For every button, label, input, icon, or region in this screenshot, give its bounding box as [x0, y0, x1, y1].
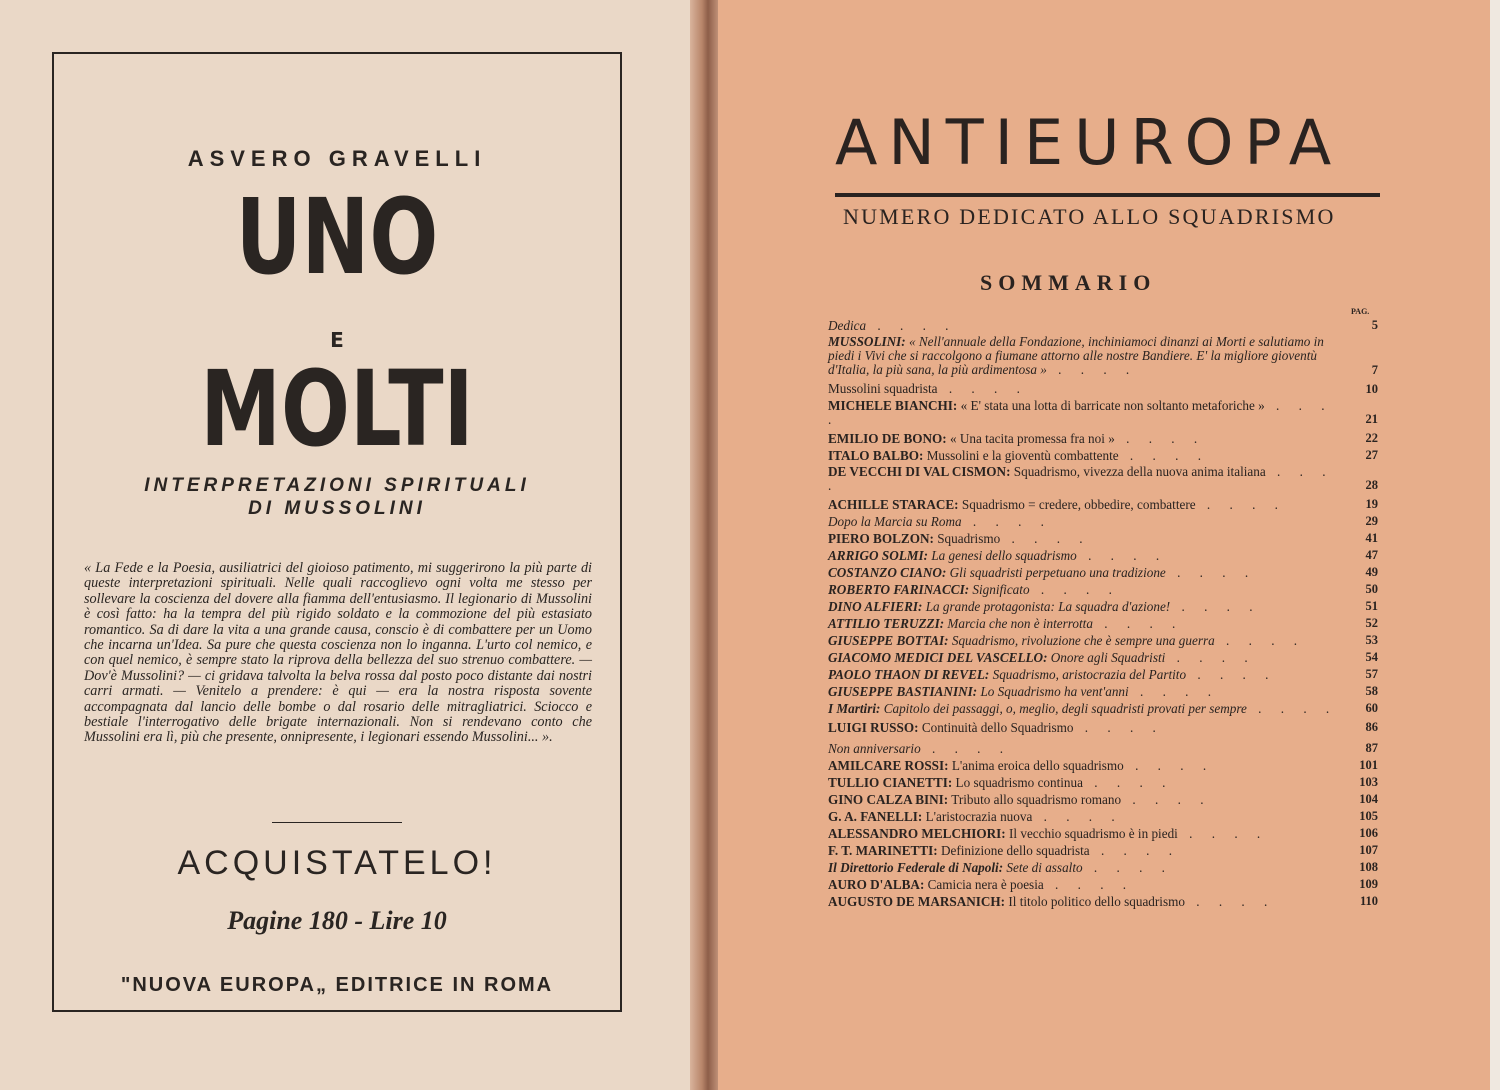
toc-entry: [828, 318, 1378, 333]
toc-title: Squadrismo, aristocrazia del Partito: [992, 667, 1187, 683]
toc-title: Sete di assalto: [1006, 860, 1083, 876]
toc-author: I Martiri:: [828, 701, 881, 717]
toc-page-number: 5: [1371, 318, 1378, 332]
toc-entry-text: [828, 668, 1344, 682]
toc-entry: [828, 826, 1378, 841]
toc-leader-dots: . . . .: [920, 741, 1012, 757]
toc-leader-dots: . . . .: [866, 317, 957, 333]
toc-title: Lo Squadrismo ha vent'anni: [980, 684, 1129, 700]
toc-entry: [828, 335, 1378, 378]
toc-page-number: 28: [1365, 478, 1378, 493]
toc-entry-text: [828, 549, 1344, 563]
toc-leader-dots: . . . .: [1123, 758, 1215, 774]
toc-entry-text: [828, 878, 1344, 892]
toc-leader-dots: . . . .: [1082, 860, 1173, 876]
toc-leader-dots: . . . .: [961, 514, 1052, 530]
toc-author: MICHELE BIANCHI:: [828, 397, 958, 413]
toc-page-number: 53: [1365, 633, 1378, 648]
page-column-label: PAG.: [1351, 307, 1370, 316]
toc-entry-text: [828, 685, 1344, 699]
toc-entry-text: [828, 449, 1344, 463]
toc-page-number: 41: [1365, 531, 1378, 546]
toc-title: La grande protagonista: La squadra d'azione!: [925, 599, 1171, 615]
ad-author: ASVERO GRAVELLI: [187, 146, 487, 171]
toc-page-number: 86: [1365, 720, 1378, 735]
toc-entry: [828, 599, 1378, 614]
toc-author: AURO D'ALBA:: [828, 877, 925, 893]
toc-author: G. A. FANELLI:: [828, 809, 923, 825]
toc-title: Squadrismo = credere, obbedire, combattere: [961, 497, 1196, 513]
ad-quote: « La Fede e la Poesia, ausiliatrici del gioioso patimento, mi suggerirono la più parte di queste interpretazioni spirituali. Nelle quali raccoglievo ogni volta me stesso per sollevare la coscienza del dovere alla fiamma dell'entusiasmo. Il legionario di Mussolini è così fatto: ha la tempra del più rigido soldato e la commozione del più estasiato romantico. Sa di dare la vita a una grande causa, conscio è di combattere per un Uomo che incarna un'Idea. Sa pure che questa coscienza non lo inganna. L'urto col nemico, e con quel nemico, è sempre stato la riprova della bellezza del suo strenuo combattere. — Dov'è Mussolini? — ci gridava talvolta la belva rossa dal posto poco distante dai nostri carri armati. — Venitelo a prendere: è qui — era la nostra risposta sovente accompagnata dal lancio delle bombe o dal rosario delle mitragliatrici. Sciocco e bestiale l'interrogativo delle brigate internazionali. Non si rendevano conto che Mussolini era lì, più che presente, onnipresente, i legionari essendo Mussolini... ».: [84, 560, 592, 746]
toc-author: AMILCARE ROSSI:: [828, 758, 949, 774]
toc-entry: [828, 399, 1378, 427]
toc-leader-dots: . . . .: [1089, 843, 1181, 859]
toc-author: ARRIGO SOLMI:: [828, 548, 929, 564]
toc-author: PAOLO THAON DI REVEL:: [828, 667, 990, 683]
toc-entry-text: [828, 465, 1344, 493]
toc-entry: [828, 684, 1378, 699]
toc-entry-text: [828, 827, 1344, 841]
toc-leader-dots: . . . .: [1165, 650, 1256, 666]
toc-title: Dedica: [828, 317, 867, 333]
toc-leader-dots: . . . .: [1043, 877, 1135, 893]
toc-entry-text: [828, 702, 1344, 716]
toc-page-number: 58: [1365, 684, 1378, 699]
toc-author: AUGUSTO DE MARSANICH:: [828, 894, 1006, 910]
toc-page-number: 52: [1365, 616, 1378, 631]
toc-entry: [828, 741, 1378, 756]
toc-entry-text: [828, 515, 1344, 529]
toc-title: Onore agli Squadristi: [1050, 650, 1166, 666]
toc-entry-text: [828, 498, 1344, 512]
toc-entry: [828, 720, 1378, 735]
toc-leader-dots: . . . .: [1195, 497, 1286, 513]
toc-leader-dots: . . . .: [1184, 894, 1276, 910]
toc-entry-text: [828, 399, 1344, 427]
toc-title: Dopo la Marcia su Roma: [828, 514, 962, 530]
toc-author: DE VECCHI DI VAL CISMON:: [828, 464, 1011, 480]
ad-call-to-action: ACQUISTATELO!: [177, 844, 497, 882]
toc-leader-dots: . . . .: [1128, 684, 1220, 700]
toc-page-number: 19: [1365, 497, 1378, 512]
toc-entry: [828, 809, 1378, 824]
toc-page-number: 107: [1359, 843, 1378, 858]
toc-entry: [828, 582, 1378, 597]
issue-dedication: NUMERO DEDICATO ALLO SQUADRISMO: [843, 204, 1336, 229]
toc-page-number: 108: [1359, 860, 1378, 875]
toc-entry-text: [828, 759, 1344, 773]
toc-title: Squadrismo, vivezza della nuova anima italiana: [1013, 464, 1266, 480]
toc-title: Non anniversario: [828, 741, 921, 757]
toc-author: GIUSEPPE BOTTAI:: [828, 633, 949, 649]
toc-entry: [828, 667, 1378, 682]
toc-leader-dots: . . . .: [1214, 633, 1306, 649]
toc-page-number: 51: [1365, 599, 1378, 614]
toc-entry-text: [828, 793, 1344, 807]
toc-entry: [828, 843, 1378, 858]
toc-entry-text: [828, 721, 1344, 735]
toc-leader-dots: . . . .: [1073, 720, 1164, 736]
toc-leader-dots: . . . .: [1046, 362, 1138, 378]
toc-entry-text: [828, 532, 1344, 546]
toc-page-number: 22: [1365, 431, 1378, 446]
toc-entry-text: [828, 844, 1344, 858]
toc-title: Gli squadristi perpetuano una tradizione: [949, 565, 1166, 581]
toc-title: Marcia che non è interrotta: [947, 616, 1093, 632]
toc-leader-dots: . . . .: [937, 381, 1028, 397]
toc-entry: [828, 465, 1378, 493]
toc-title: Significato: [972, 582, 1030, 598]
toc-leader-dots: . . . .: [1118, 447, 1209, 463]
toc-page-number: 29: [1365, 514, 1378, 529]
toc-leader-dots: . . . .: [828, 464, 1334, 494]
ad-subtitle: [54, 474, 620, 520]
toc-entry-text: [828, 634, 1344, 648]
toc-title: Lo squadrismo continua: [955, 775, 1083, 791]
toc-entry: [828, 758, 1378, 773]
toc-entry: [828, 616, 1378, 631]
toc-title: Mussolini e la gioventù combattente: [926, 447, 1119, 463]
toc-entry-text: [828, 776, 1344, 790]
masthead-rule: [835, 193, 1380, 197]
toc-title: « E' stata una lotta di barricate non soltanto metaforiche »: [960, 397, 1265, 413]
toc-entry-text: [828, 583, 1344, 597]
toc-author: Il Direttorio Federale di Napoli:: [828, 860, 1004, 876]
toc-entry: [828, 650, 1378, 665]
toc-author: TULLIO CIANETTI:: [828, 775, 953, 791]
toc-entry: [828, 877, 1378, 892]
toc-page-number: 110: [1359, 894, 1378, 909]
toc-entry-text: [828, 382, 1344, 396]
toc-title: Capitolo dei passaggi, o, meglio, degli squadristi provati per sempre: [883, 701, 1247, 717]
toc-author: GINO CALZA BINI:: [828, 792, 949, 808]
toc-leader-dots: . . . .: [1076, 548, 1168, 564]
toc-entry: [828, 548, 1378, 563]
toc-entry: [828, 792, 1378, 807]
toc-page-number: 106: [1359, 826, 1378, 841]
toc-entry: [828, 775, 1378, 790]
toc-title: Il vecchio squadrismo è in piedi: [1009, 826, 1178, 842]
toc-title: Continuità dello Squadrismo: [921, 720, 1074, 736]
toc-author: ACHILLE STARACE:: [828, 497, 959, 513]
toc-entry: [828, 531, 1378, 546]
toc-page-number: 87: [1365, 741, 1378, 756]
book-gutter: [690, 0, 720, 1090]
toc-author: COSTANZO CIANO:: [828, 565, 947, 581]
toc-page-number: 103: [1359, 775, 1378, 790]
toc-title: Squadrismo, rivoluzione che è sempre una guerra: [951, 633, 1215, 649]
ad-publisher: "NUOVA EUROPA„ EDITRICE IN ROMA: [120, 974, 554, 996]
toc-page-number: 10: [1365, 381, 1378, 396]
toc-leader-dots: . . . .: [1121, 792, 1212, 808]
toc-author: PIERO BOLZON:: [828, 531, 934, 547]
toc-entry: [828, 633, 1378, 648]
magazine-masthead: ANTIEUROPA: [835, 106, 1343, 179]
toc-entry-text: [828, 810, 1344, 824]
toc-entry-text: [828, 742, 1344, 756]
toc-entry-text: [828, 319, 1344, 333]
toc-page-number: 50: [1365, 582, 1378, 597]
toc-entry-text: [828, 617, 1344, 631]
toc-entry: [828, 701, 1378, 716]
toc-page-number: 7: [1371, 362, 1378, 377]
toc-entry-text: [828, 600, 1344, 614]
ad-title-e: E: [330, 328, 344, 352]
toc-title: L'aristocrazia nuova: [925, 809, 1033, 825]
toc-page-number: 54: [1365, 650, 1378, 665]
toc-leader-dots: . . . .: [1082, 775, 1174, 791]
toc-title: Camicia nera è poesia: [927, 877, 1044, 893]
ad-subtitle-line2: DI MUSSOLINI: [248, 498, 426, 519]
toc-leader-dots: . . . .: [1246, 701, 1338, 717]
ad-subtitle-line1: INTERPRETAZIONI SPIRITUALI: [144, 475, 530, 496]
toc-leader-dots: . . . .: [1029, 582, 1120, 598]
toc-page-number: 104: [1359, 792, 1378, 807]
toc-title: La genesi dello squadrismo: [931, 548, 1077, 564]
ad-title-uno: UNO: [235, 176, 439, 298]
toc-entry: [828, 860, 1378, 875]
toc-page-number: 57: [1365, 667, 1378, 682]
toc-leader-dots: . . . .: [828, 397, 1333, 427]
toc-entry: [828, 894, 1378, 909]
toc-page-number: 60: [1365, 701, 1378, 716]
toc-entry: [828, 497, 1378, 512]
toc-entry: [828, 431, 1378, 446]
toc-entry-text: [828, 895, 1344, 909]
toc-author: ROBERTO FARINACCI:: [828, 582, 970, 598]
toc-title: Mussolini squadrista: [828, 381, 938, 397]
toc-author: DINO ALFIERI:: [828, 599, 923, 615]
toc-title: Il titolo politico dello squadrismo: [1008, 894, 1185, 910]
toc-page-number: 109: [1359, 877, 1378, 892]
toc-author: ALESSANDRO MELCHIORI:: [828, 826, 1006, 842]
toc-leader-dots: . . . .: [1165, 565, 1257, 581]
toc-entry-text: [828, 861, 1344, 875]
toc-page-number: 49: [1365, 565, 1378, 580]
toc-page-number: 21: [1365, 412, 1378, 427]
toc-entry-text: [828, 566, 1344, 580]
toc-page-number: 101: [1359, 758, 1378, 773]
toc-author: GIACOMO MEDICI DEL VASCELLO:: [828, 650, 1048, 666]
toc-leader-dots: . . . .: [1032, 809, 1123, 825]
toc-leader-dots: . . . .: [1114, 430, 1206, 446]
toc-leader-dots: . . . .: [1177, 826, 1269, 842]
toc-page-number: 105: [1359, 809, 1378, 824]
toc-entry: [828, 514, 1378, 529]
left-page: [0, 0, 700, 1090]
toc-entry-text: [828, 651, 1344, 665]
toc-title: Definizione dello squadrista: [940, 843, 1090, 859]
toc-author: GIUSEPPE BASTIANINI:: [828, 684, 978, 700]
toc-leader-dots: . . . .: [1092, 616, 1184, 632]
ad-divider: [272, 822, 402, 823]
toc-entry: [828, 448, 1378, 463]
table-of-contents: [828, 318, 1378, 911]
toc-author: ATTILIO TERUZZI:: [828, 616, 945, 632]
ad-title-molti: MOLTI: [200, 348, 474, 470]
toc-title: Squadrismo: [937, 531, 1001, 547]
toc-title: L'anima eroica dello squadrismo: [951, 758, 1124, 774]
toc-leader-dots: . . . .: [1186, 667, 1277, 683]
toc-author: F. T. MARINETTI:: [828, 843, 938, 859]
toc-author: EMILIO DE BONO:: [828, 430, 947, 446]
toc-title: Tributo allo squadrismo romano: [951, 792, 1122, 808]
advertisement-frame: [52, 52, 622, 1012]
toc-title: « Nell'annuale della Fondazione, inchiniamoci dinanzi ai Morti e salutiamo in piedi i Vivi che si raccolgono a fiumane attorno alle nostre Bandiere. E' la migliore gioventù d'Italia, la più sana, la più ardimentosa »: [828, 334, 1324, 378]
toc-leader-dots: . . . .: [1000, 531, 1091, 547]
toc-entry-text: [828, 432, 1344, 446]
toc-leader-dots: . . . .: [1170, 599, 1261, 615]
toc-entry-text: [828, 335, 1344, 378]
toc-entry: [828, 382, 1378, 397]
toc-author: MUSSOLINI:: [828, 334, 906, 349]
toc-entry: [828, 565, 1378, 580]
ad-price: Pagine 180 - Lire 10: [227, 906, 447, 935]
toc-page-number: 47: [1365, 548, 1378, 563]
toc-page-number: 27: [1365, 448, 1378, 463]
toc-title: « Una tacita promessa fra noi »: [950, 430, 1115, 446]
toc-author: ITALO BALBO:: [828, 447, 924, 463]
summary-heading: SOMMARIO: [980, 270, 1157, 295]
toc-author: LUIGI RUSSO:: [828, 720, 919, 736]
